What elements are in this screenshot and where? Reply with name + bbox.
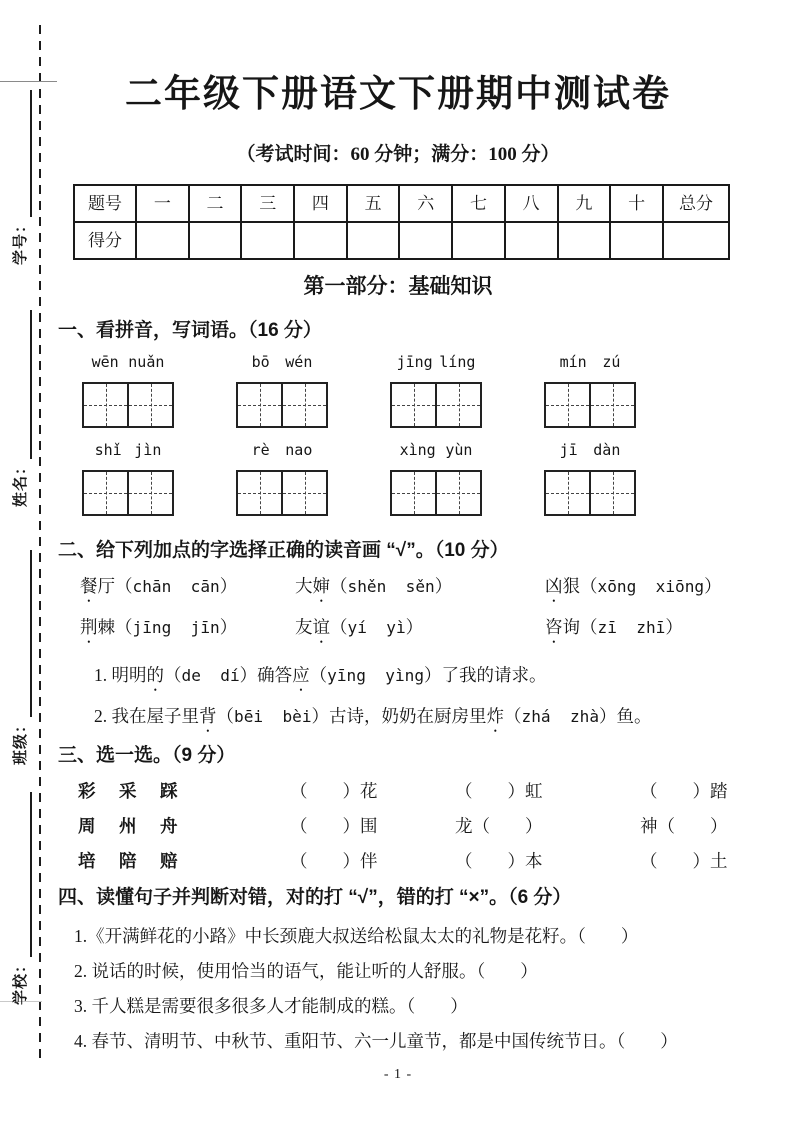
text-segment: （ bbox=[309, 665, 328, 686]
score-empty-cell bbox=[663, 222, 729, 259]
school-blank-line bbox=[8, 792, 32, 957]
word-with-pinyin-choices bbox=[80, 572, 295, 606]
fill-blank-item: （ ）伴 bbox=[290, 851, 378, 872]
text-segment: ）确答 bbox=[239, 665, 293, 686]
word-with-pinyin-choices bbox=[295, 613, 545, 647]
question2-heading: 二、给下列加点的字选择正确的读音画 “√”。（10 分） bbox=[58, 540, 509, 562]
pinyin-text: bēi bèi bbox=[234, 707, 312, 727]
student-id-label: 学号： bbox=[13, 216, 29, 265]
text-segment: ）鱼。 bbox=[599, 706, 652, 727]
dotted-character: 荆 bbox=[80, 617, 98, 638]
pinyin-syllable: zú bbox=[602, 353, 621, 372]
fill-blank-item: （ ）围 bbox=[290, 816, 378, 837]
character-options: 周 州 舟 bbox=[78, 816, 181, 837]
writing-grid-box bbox=[390, 470, 482, 516]
pinyin-word-group bbox=[236, 440, 328, 516]
student-id-field bbox=[8, 90, 32, 265]
section-heading: 第一部分：基础知识 bbox=[303, 275, 493, 299]
pinyin-syllable: wén bbox=[285, 353, 313, 372]
dotted-character: 凶 bbox=[545, 576, 563, 597]
text-segment: ） bbox=[219, 617, 238, 638]
student-name-field bbox=[8, 310, 32, 507]
text-segment: 大 bbox=[295, 576, 313, 597]
text-segment: 狠（ bbox=[562, 576, 598, 597]
dotted-character: 婶 bbox=[312, 576, 330, 597]
text-segment: 厅（ bbox=[97, 576, 133, 597]
question2-sentence bbox=[94, 661, 738, 695]
character-options: 培 陪 赔 bbox=[78, 851, 181, 872]
pinyin-word-group bbox=[390, 440, 482, 516]
text-segment: 1. 明明 bbox=[94, 665, 147, 686]
score-empty-cell bbox=[399, 222, 452, 259]
writing-grid-box bbox=[544, 470, 636, 516]
text-segment: （ bbox=[216, 706, 234, 727]
text-segment: （ bbox=[164, 665, 182, 686]
exam-info-subtitle: （考试时间：60 分钟；满分：100 分） bbox=[236, 144, 560, 166]
score-table-header-cell: 三 bbox=[241, 185, 294, 222]
score-table-header-cell: 九 bbox=[558, 185, 611, 222]
score-empty-cell bbox=[189, 222, 242, 259]
text-segment: （ bbox=[330, 617, 348, 638]
pinyin-syllable: shǐ bbox=[94, 441, 122, 460]
score-empty-cell bbox=[294, 222, 347, 259]
pinyin-syllable: bō bbox=[251, 353, 270, 372]
score-table-header-cell: 十 bbox=[610, 185, 663, 222]
pinyin-syllable: mín bbox=[559, 353, 587, 372]
student-name-label: 姓名： bbox=[13, 458, 29, 507]
writing-grid-cell bbox=[591, 472, 634, 514]
writing-grid-cell bbox=[84, 472, 129, 514]
text-segment: 询（ bbox=[562, 617, 598, 638]
question2-sentence bbox=[94, 702, 738, 736]
fill-blank-item: （ ）花 bbox=[290, 781, 378, 802]
fill-blank-item: （ ）踏 bbox=[640, 781, 728, 802]
score-empty-cell bbox=[558, 222, 611, 259]
writing-grid-box bbox=[82, 382, 174, 428]
question1-heading: 一、看拼音，写词语。（16 分） bbox=[58, 320, 322, 342]
writing-grid-box bbox=[82, 470, 174, 516]
dotted-character: 谊 bbox=[312, 617, 330, 638]
pinyin-syllable: yùn bbox=[445, 441, 473, 460]
writing-grid-box bbox=[236, 470, 328, 516]
text-segment: ） bbox=[219, 576, 238, 597]
page-title: 二年级下册语文下册期中测试卷 bbox=[125, 73, 671, 114]
score-table-header-cell: 题号 bbox=[74, 185, 136, 222]
text-segment: ） bbox=[665, 617, 683, 638]
writing-grid-cell bbox=[238, 472, 283, 514]
true-false-item: 1.《开满鲜花的小路》中长颈鹿大叔送给松鼠太太的礼物是花籽。（ ） bbox=[74, 926, 639, 947]
word-with-pinyin-choices bbox=[295, 572, 545, 606]
school-label: 学校： bbox=[13, 956, 29, 1005]
writing-grid-cell bbox=[546, 472, 591, 514]
writing-grid-cell bbox=[546, 384, 591, 426]
writing-grid-cell bbox=[84, 384, 129, 426]
text-segment: （ bbox=[504, 706, 522, 727]
true-false-item: 2. 说话的时候，使用恰当的语气，能让听的人舒服。（ ） bbox=[74, 961, 538, 982]
score-empty-cell bbox=[610, 222, 663, 259]
pinyin-syllable: jīng bbox=[396, 353, 433, 372]
pinyin-word-group bbox=[82, 440, 174, 516]
word-with-pinyin-choices bbox=[80, 613, 295, 647]
pinyin-text: zhá zhà bbox=[521, 707, 600, 727]
text-segment: （ bbox=[330, 576, 348, 597]
pinyin-label bbox=[544, 352, 636, 372]
dotted-character: 背 bbox=[199, 706, 217, 727]
question3-grid bbox=[78, 777, 738, 875]
pinyin-syllable: dàn bbox=[593, 441, 621, 460]
writing-grid-cell bbox=[283, 384, 326, 426]
student-id-blank-line bbox=[8, 90, 32, 217]
pinyin-syllable: nuǎn bbox=[128, 353, 165, 372]
writing-grid-cell bbox=[238, 384, 283, 426]
pinyin-word-group bbox=[544, 352, 636, 428]
text-segment: 棘（ bbox=[97, 617, 133, 638]
pinyin-word-group bbox=[544, 440, 636, 516]
writing-grid-box bbox=[390, 382, 482, 428]
score-table bbox=[73, 184, 730, 260]
writing-grid-box bbox=[236, 382, 328, 428]
text-segment: 友 bbox=[295, 617, 313, 638]
pinyin-label bbox=[236, 352, 328, 372]
class-field bbox=[8, 550, 32, 765]
pinyin-text: xōng xiōng bbox=[597, 577, 705, 597]
writing-grid-box bbox=[544, 382, 636, 428]
text-segment: ） bbox=[704, 576, 722, 597]
dotted-character: 应 bbox=[292, 665, 310, 686]
score-table-header-row bbox=[74, 185, 729, 222]
score-empty-cell bbox=[452, 222, 505, 259]
word-with-pinyin-choices bbox=[545, 572, 738, 606]
student-name-blank-line bbox=[8, 310, 32, 459]
class-label: 班级： bbox=[13, 716, 29, 765]
pinyin-syllable: jī bbox=[559, 441, 578, 460]
writing-grid-cell bbox=[129, 472, 172, 514]
seal-dashed-line bbox=[39, 25, 41, 1059]
pinyin-label bbox=[390, 440, 482, 460]
writing-grid-cell bbox=[392, 384, 437, 426]
pinyin-syllable: rè bbox=[251, 441, 270, 460]
fold-mark-top bbox=[0, 81, 57, 82]
pinyin-text: zī zhī bbox=[597, 618, 666, 638]
question2-word-list bbox=[80, 572, 738, 647]
text-segment: ）古诗，奶奶在厨房里 bbox=[311, 706, 487, 727]
fill-blank-item: （ ）虹 bbox=[455, 781, 543, 802]
fill-blank-item: （ ）土 bbox=[640, 851, 728, 872]
writing-grid-cell bbox=[437, 384, 480, 426]
writing-grid-cell bbox=[392, 472, 437, 514]
score-table-header-cell: 一 bbox=[136, 185, 189, 222]
question3-heading: 三、选一选。（9 分） bbox=[58, 745, 236, 767]
pinyin-text: yīng yìng bbox=[327, 666, 425, 686]
score-table-header-cell: 总分 bbox=[663, 185, 729, 222]
score-table-header-cell: 八 bbox=[505, 185, 558, 222]
school-field bbox=[8, 792, 32, 1005]
score-empty-cell bbox=[347, 222, 400, 259]
score-table-header-cell: 二 bbox=[189, 185, 242, 222]
true-false-item: 3. 千人糕是需要很多很多人才能制成的糕。（ ） bbox=[74, 996, 468, 1017]
page-number: - 1 - bbox=[383, 1067, 413, 1083]
pinyin-text: chān cān bbox=[132, 577, 220, 597]
pinyin-syllable: nao bbox=[285, 441, 313, 460]
writing-grid-cell bbox=[283, 472, 326, 514]
score-row-label: 得分 bbox=[74, 222, 136, 259]
pinyin-text: jīng jīn bbox=[132, 618, 220, 638]
pinyin-label bbox=[82, 352, 174, 372]
writing-grid-cell bbox=[591, 384, 634, 426]
word-with-pinyin-choices bbox=[545, 613, 738, 647]
main-content bbox=[58, 0, 738, 1083]
pinyin-word-group bbox=[236, 352, 328, 428]
writing-grid-cell bbox=[129, 384, 172, 426]
text-segment: ）了我的请求。 bbox=[424, 665, 547, 686]
score-empty-cell bbox=[241, 222, 294, 259]
pinyin-text: yí yì bbox=[347, 618, 406, 638]
class-blank-line bbox=[8, 550, 32, 717]
true-false-item: 4. 春节、清明节、中秋节、重阳节、六一儿童节，都是中国传统节日。（ ） bbox=[74, 1031, 678, 1052]
pinyin-grid-row-2 bbox=[82, 440, 738, 516]
fill-blank-item: （ ）本 bbox=[455, 851, 543, 872]
pinyin-label bbox=[236, 440, 328, 460]
dotted-character: 咨 bbox=[545, 617, 563, 638]
dotted-character: 餐 bbox=[80, 576, 98, 597]
fill-blank-item: 龙（ ） bbox=[455, 816, 543, 837]
score-table-header-cell: 四 bbox=[294, 185, 347, 222]
character-options: 彩 采 踩 bbox=[78, 781, 181, 802]
pinyin-word-group bbox=[82, 352, 174, 428]
score-empty-cell bbox=[505, 222, 558, 259]
pinyin-label bbox=[390, 352, 482, 372]
dotted-character: 炸 bbox=[486, 706, 505, 727]
score-table-header-cell: 六 bbox=[399, 185, 452, 222]
pinyin-text: shěn sěn bbox=[347, 577, 435, 597]
text-segment: 2. 我在屋子里 bbox=[94, 706, 199, 727]
score-table-header-cell: 七 bbox=[452, 185, 505, 222]
writing-grid-cell bbox=[437, 472, 480, 514]
pinyin-syllable: líng bbox=[439, 353, 476, 372]
text-segment: ） bbox=[405, 617, 424, 638]
pinyin-label bbox=[544, 440, 636, 460]
question4-heading: 四、读懂句子并判断对错，对的打 “√”，错的打 “×”。（6 分） bbox=[58, 887, 572, 909]
text-segment: ） bbox=[434, 576, 453, 597]
pinyin-syllable: wēn bbox=[91, 353, 119, 372]
pinyin-grid-row-1 bbox=[82, 352, 738, 428]
score-table-header-cell: 五 bbox=[347, 185, 400, 222]
pinyin-text: de dí bbox=[181, 666, 240, 686]
pinyin-label bbox=[82, 440, 174, 460]
pinyin-syllable: xìng bbox=[399, 441, 436, 460]
fill-blank-item: 神（ ） bbox=[640, 816, 728, 837]
pinyin-word-group bbox=[390, 352, 482, 428]
score-empty-cell bbox=[136, 222, 189, 259]
score-table-score-row bbox=[74, 222, 729, 259]
pinyin-syllable: jìn bbox=[134, 441, 162, 460]
dotted-character: 的 bbox=[146, 665, 164, 686]
